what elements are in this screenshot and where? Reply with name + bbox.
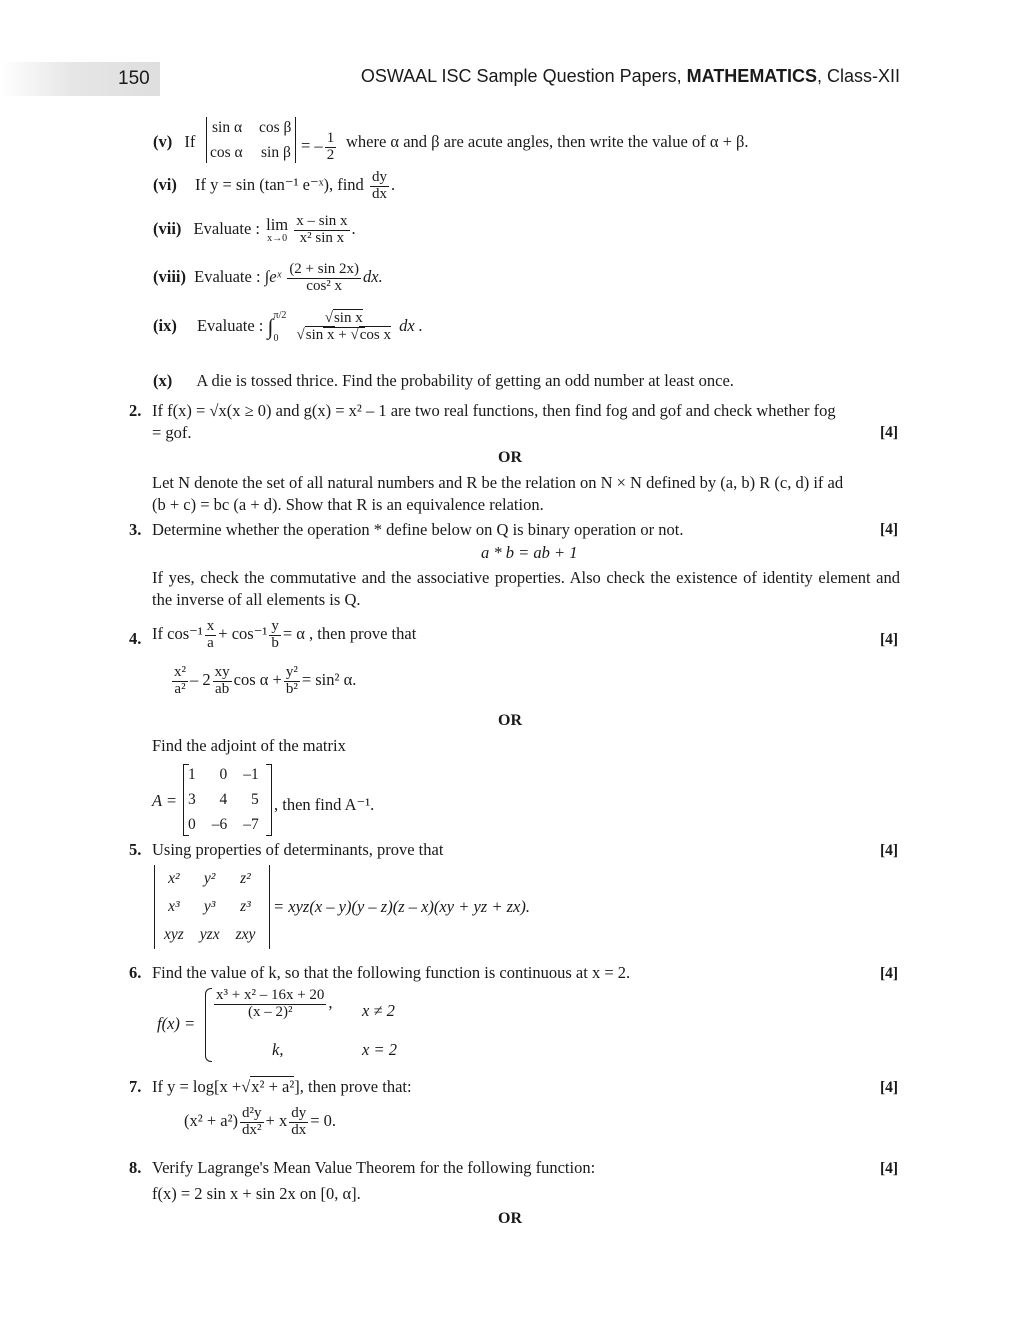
piecewise-brace	[205, 988, 212, 1062]
matrix-cell: 4	[219, 790, 228, 808]
denominator: b	[271, 634, 279, 651]
radicand-1: sin x	[305, 326, 335, 343]
radicand-2: cos x	[359, 326, 391, 343]
q6-marks: [4]	[880, 965, 899, 982]
item-number: (ix)	[153, 315, 177, 335]
q6-lhs: f(x) =	[157, 1014, 196, 1033]
q4-number: 4.	[129, 629, 142, 648]
fraction	[287, 262, 361, 295]
fraction	[213, 665, 232, 698]
det-cell: yzx	[199, 926, 220, 943]
q7-number: 7.	[129, 1077, 142, 1096]
denominator: dx	[291, 1121, 307, 1138]
denominator: (x – 2)²	[247, 1003, 293, 1020]
q5-number: 5.	[129, 840, 142, 859]
header-subject: MATHEMATICS	[686, 66, 817, 86]
det-bar-right	[295, 117, 296, 163]
item-number: (vi)	[153, 175, 177, 195]
q2-or: OR	[498, 449, 522, 466]
dx: dx.	[363, 267, 383, 287]
det-r2c2: sin β	[261, 144, 291, 161]
numerator: dy	[291, 1105, 307, 1121]
numerator: y	[271, 618, 279, 634]
determinant	[156, 865, 263, 949]
term: (x² + a²)	[184, 1111, 239, 1131]
denominator: x² sin x	[299, 229, 345, 246]
fraction	[295, 311, 393, 344]
term: = 0.	[310, 1111, 337, 1131]
q1-v-eq	[301, 131, 338, 164]
term: cos α +	[233, 670, 282, 690]
matrix-label: A =	[152, 791, 178, 810]
q3-paragraph: If yes, check the commutative and the associative properties. Also check the existence of identity element and the inverse of all elements is Q.	[152, 568, 900, 609]
denominator: √sin x + √cos x	[296, 326, 391, 343]
q3-text: Determine whether the operation * define below on Q is binary operation or not.	[152, 520, 684, 539]
q7-equation	[184, 1106, 336, 1139]
numerator: 1	[326, 130, 335, 146]
denominator: dx²	[242, 1121, 262, 1138]
q4-marks: [4]	[880, 631, 899, 648]
page-number: 150	[118, 68, 150, 89]
q2-marks: [4]	[880, 424, 899, 441]
denominator: a	[207, 634, 214, 651]
det-cell: y³	[203, 898, 216, 915]
q6-number: 6.	[129, 963, 142, 982]
term: – 2	[190, 670, 211, 690]
q1-viii-text: Evaluate :	[194, 267, 261, 287]
running-header	[361, 66, 900, 87]
matrix-after: , then find A⁻¹.	[274, 795, 375, 814]
q1-v-if: If	[184, 132, 196, 151]
denominator: dx	[371, 185, 387, 202]
integral-sign: ∫	[267, 314, 274, 339]
matrix-row	[180, 762, 267, 787]
q8-or: OR	[498, 1210, 522, 1227]
item-number: (x)	[153, 371, 173, 390]
denominator: b²	[285, 680, 298, 697]
q5-rhs: = xyz(x – y)(y – z)(z – x)(xy + yz + zx).	[273, 897, 530, 916]
matrix-row	[180, 787, 267, 812]
q4-if: If cos⁻¹	[152, 624, 203, 644]
q2-number: 2.	[129, 401, 142, 420]
numerator: y²	[285, 664, 298, 680]
eq-sign: = –	[301, 136, 323, 156]
det-r1c2: cos β	[259, 119, 292, 136]
fraction	[325, 131, 337, 164]
matrix-cell: 0	[219, 765, 228, 783]
plus-cos: + cos⁻¹	[218, 624, 268, 644]
matrix-a	[180, 762, 267, 837]
q1-x-text: A die is tossed thrice. Find the probability of getting an odd number at least once.	[196, 371, 734, 390]
q7-marks: [4]	[880, 1079, 899, 1096]
q1-v	[153, 132, 195, 152]
q3-formula: a * b = ab + 1	[481, 543, 578, 562]
q1-ix-text: Evaluate :	[196, 315, 264, 335]
numerator: x²	[174, 664, 186, 680]
q4-statement	[152, 619, 416, 652]
det-row	[156, 921, 263, 949]
q1-vii	[153, 214, 356, 247]
q1-vi-text: If y = sin (tan⁻¹ e⁻ˣ), find	[194, 175, 364, 195]
header-title-prefix: OSWAAL ISC Sample Question Papers,	[360, 66, 687, 86]
det-cell: xyz	[164, 926, 184, 943]
upper-limit: π/2	[273, 310, 287, 321]
denominator: a²	[174, 680, 186, 697]
det-cell: y²	[203, 870, 216, 887]
lower-limit: 0	[273, 333, 279, 344]
q7-statement: If y = log[x +√x² + a²], then prove that:	[152, 1077, 412, 1096]
numerator: (2 + sin 2x)	[289, 261, 360, 277]
matrix-cell: –1	[243, 765, 259, 783]
fraction	[205, 619, 217, 652]
fraction	[214, 988, 326, 1021]
q4-or: OR	[498, 712, 522, 729]
q5-marks: [4]	[880, 842, 899, 859]
matrix-bracket-right	[266, 764, 272, 836]
num-radicand: sin x	[333, 309, 363, 326]
matrix-cell: 3	[188, 790, 196, 808]
matrix-cell: 5	[251, 790, 259, 808]
term: = sin² α.	[301, 670, 357, 690]
numerator: dy	[371, 169, 387, 185]
fraction	[284, 665, 300, 698]
numerator: √sin x	[324, 309, 363, 326]
matrix-cell: 1	[188, 765, 196, 783]
q7-text-2: ], then prove that:	[294, 1077, 412, 1096]
q1-vi	[153, 170, 395, 203]
fraction	[370, 170, 389, 203]
det-cell: zxy	[235, 926, 256, 943]
q6-case1-cond: x ≠ 2	[362, 1001, 395, 1020]
term: + x	[265, 1111, 288, 1131]
numerator: x	[206, 618, 215, 634]
matrix-cell: –6	[211, 815, 228, 833]
q8-function: f(x) = 2 sin x + sin 2x on [0, α].	[152, 1184, 361, 1203]
fraction	[240, 1106, 264, 1139]
det-bar-left	[206, 117, 207, 163]
denominator: 2	[326, 146, 335, 163]
det-cell: x³	[168, 898, 180, 915]
denominator: cos² x	[306, 277, 343, 294]
numerator: x – sin x	[296, 213, 348, 229]
det-r2c1: cos α	[210, 144, 243, 161]
q1-x	[153, 371, 734, 391]
matrix-row	[180, 812, 267, 837]
det-row	[156, 893, 263, 921]
denominator: ab	[215, 680, 230, 697]
q4-alt-text: Find the adjoint of the matrix	[152, 736, 346, 755]
q1-ix	[153, 310, 423, 344]
q5-text: Using properties of determinants, prove that	[152, 840, 444, 859]
q2-line1: If f(x) = √x(x ≥ 0) and g(x) = x² – 1 are two real functions, then find fog and gof and check whether fog	[152, 401, 836, 420]
q4-identity	[170, 665, 356, 698]
q2-line2: = gof.	[152, 423, 192, 442]
q1-vii-text: Evaluate :	[193, 219, 260, 239]
q6-case1: $\frac{\text{x³ + x² – 16x + 20}}{\text{(x – 2)²}}$ ,	[216, 987, 333, 1020]
fraction	[289, 1106, 308, 1139]
q6-text: Find the value of k, so that the following function is continuous at x = 2.	[152, 963, 631, 982]
q4-tail: = α , then prove that	[282, 624, 417, 644]
item-number: (viii)	[153, 267, 186, 287]
item-number: (vii)	[153, 219, 182, 239]
q2-alt-line2: (b + c) = bc (a + d). Show that R is an equivalence relation.	[152, 495, 544, 514]
q3-marks: [4]	[880, 521, 899, 538]
matrix-cell: 0	[188, 815, 196, 833]
lim-sub: x→0	[267, 232, 288, 244]
det-bar-right	[269, 865, 270, 949]
numerator: x³ + x² – 16x + 20	[216, 987, 325, 1003]
det-cell: z²	[240, 870, 251, 887]
numerator: xy	[214, 664, 230, 680]
det-bar-left	[154, 865, 155, 949]
q8-number: 8.	[129, 1158, 142, 1177]
det-cell: x²	[168, 870, 180, 887]
integral: ∫eˣ	[264, 267, 282, 287]
dx: dx .	[399, 315, 423, 335]
q3-number: 3.	[129, 520, 142, 539]
limits	[274, 310, 287, 344]
q1-viii	[153, 262, 383, 295]
fraction	[269, 619, 281, 652]
q6-case2: k,	[272, 1040, 284, 1059]
q8-marks: [4]	[880, 1160, 899, 1177]
radicand: x² + a²	[251, 1077, 295, 1096]
fraction	[172, 665, 188, 698]
q2-alt-line1: Let N denote the set of all natural numbers and R be the relation on N × N defined by (a, b) R (c, d) if ad	[152, 473, 844, 492]
limit	[266, 217, 288, 244]
item-number: (v)	[153, 132, 173, 151]
fraction	[294, 214, 349, 247]
det-cell: z³	[240, 898, 251, 915]
q6-case2-cond: x = 2	[362, 1040, 397, 1059]
q1-v-text: where α and β are acute angles, then write the value of α + β.	[346, 132, 749, 151]
q8-text: Verify Lagrange's Mean Value Theorem for the following function:	[152, 1158, 596, 1177]
matrix-cell: –7	[243, 815, 259, 833]
numerator: d²y	[242, 1105, 262, 1121]
det-row	[156, 865, 263, 893]
punct: .	[390, 175, 396, 195]
lim-word: lim	[266, 215, 289, 234]
header-class: , Class-XII	[816, 66, 900, 86]
q7-text-1: If y = log[x +	[152, 1077, 242, 1096]
det-r1c1: sin α	[212, 119, 243, 136]
punct: .	[351, 219, 356, 239]
